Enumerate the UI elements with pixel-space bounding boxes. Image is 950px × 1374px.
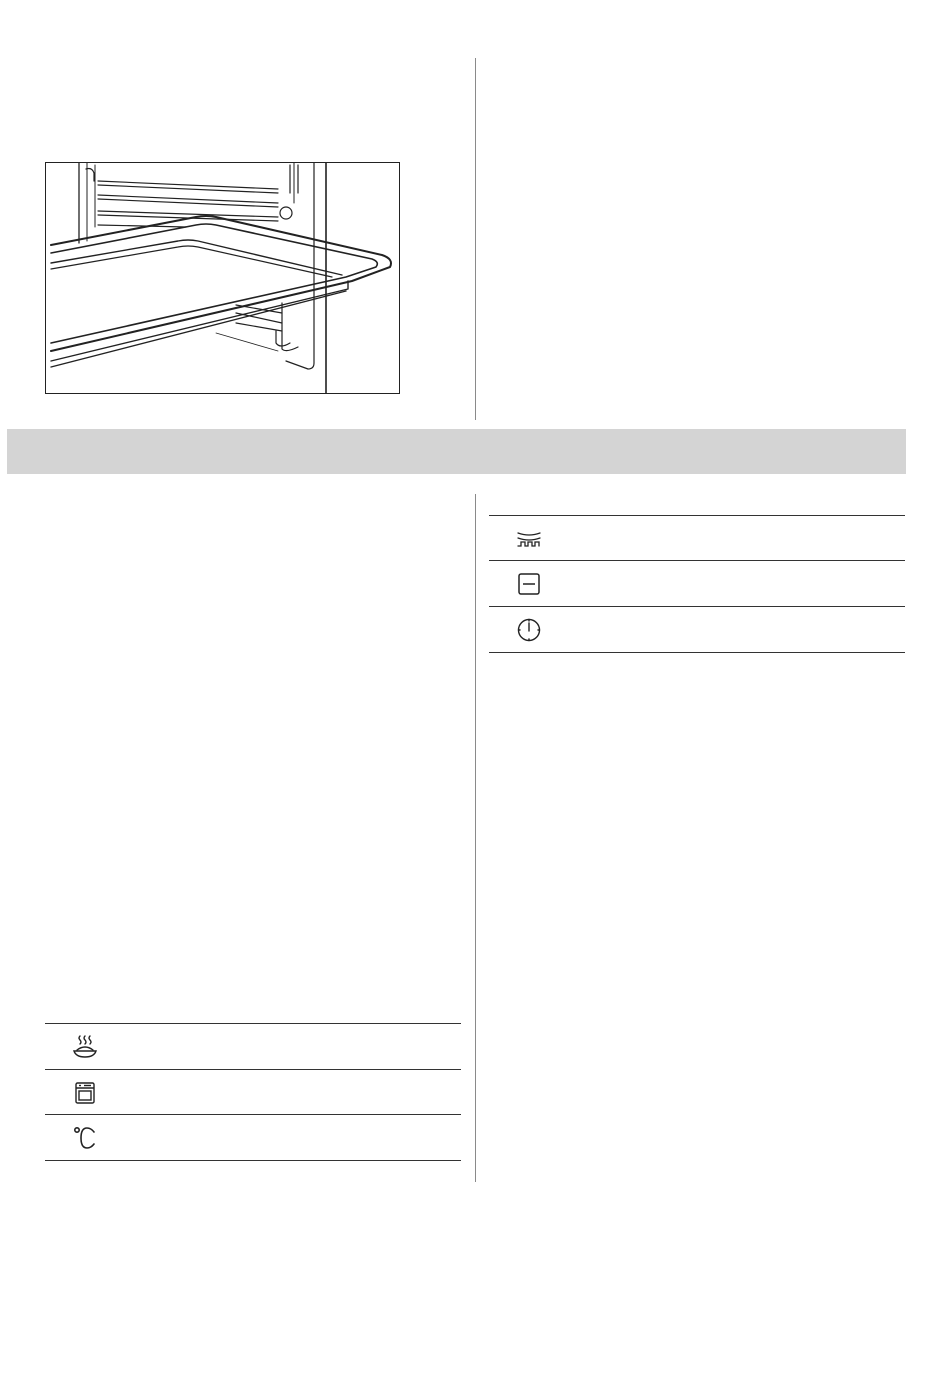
table-row xyxy=(489,516,905,561)
oven-tray-illustration xyxy=(45,162,400,394)
minus-icon xyxy=(515,570,543,598)
celsius-icon xyxy=(71,1124,99,1152)
table-row xyxy=(489,561,905,606)
table-row xyxy=(489,607,905,652)
section-header-band xyxy=(7,429,906,474)
table-rule xyxy=(489,652,905,653)
table-row xyxy=(45,1024,461,1069)
table-row xyxy=(45,1115,461,1160)
clock-icon xyxy=(515,616,543,644)
symbol-table-right xyxy=(489,515,905,653)
oven-icon xyxy=(71,1079,99,1107)
table-rule xyxy=(45,1160,461,1161)
table-row xyxy=(45,1070,461,1115)
steam-dish-icon xyxy=(71,1033,99,1061)
column-divider-bottom xyxy=(475,494,476,1182)
heating-element-icon xyxy=(515,525,543,553)
column-divider-top xyxy=(475,58,476,420)
symbol-table-left xyxy=(45,1023,461,1161)
